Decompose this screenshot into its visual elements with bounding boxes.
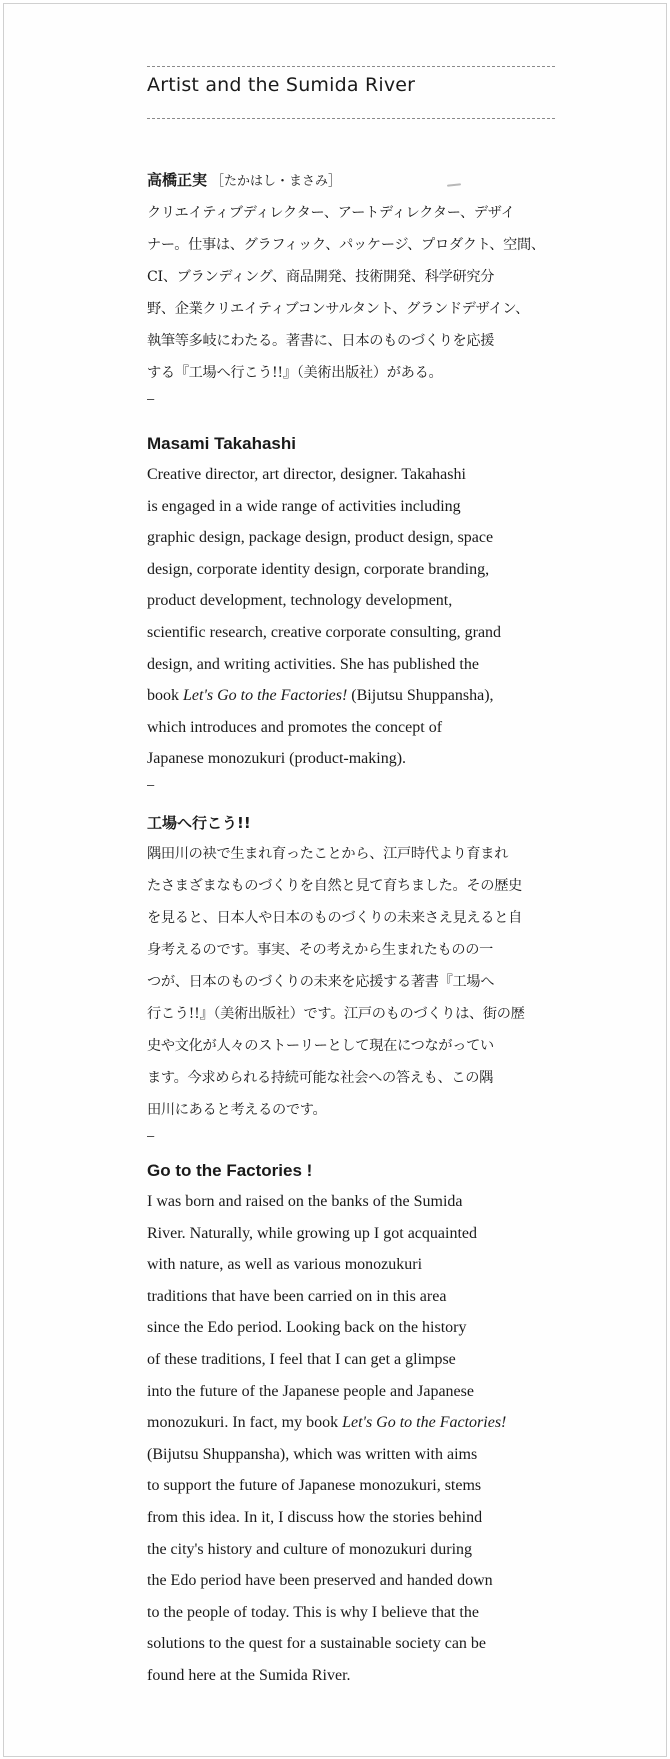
- book-title: Let's Go to the Factories!: [342, 1414, 507, 1432]
- book-prefix: monozukuri. In fact, my book: [147, 1414, 343, 1432]
- book-title: Let's Go to the Factories!: [183, 687, 348, 705]
- publisher: (Bijutsu Shuppansha),: [347, 687, 494, 705]
- factories-en-line: I was born and raised on the banks of the Sumida: [147, 1193, 463, 1210]
- factories-en-line: traditions that have been carried on in this area: [147, 1287, 447, 1305]
- separator-dash: –: [147, 1128, 155, 1143]
- profile-ja-line: する『工場へ行こう!!』（美術出版社）がある。: [147, 365, 443, 381]
- profile-ja-line: 執筆等多岐にわたる。著書に、日本のものづくりを応援: [147, 333, 495, 349]
- dashed-rule-bottom: [147, 118, 555, 119]
- factories-en-line: [147, 1407, 557, 1439]
- factories-en-line: River. Naturally, while growing up I got acquainted: [147, 1224, 477, 1242]
- profile-ja-heading: [147, 169, 557, 193]
- profile-en-line: product development, technology development,: [147, 592, 453, 610]
- dashed-rule-top: [147, 66, 555, 67]
- factories-en-line: since the Edo period. Looking back on the history: [147, 1319, 467, 1337]
- factories-ja-line: 田川にあると考えるのです。: [147, 1102, 327, 1118]
- factories-ja-text: [147, 838, 557, 1126]
- factories-en-line: the city's history and culture of monozukuri during: [147, 1540, 473, 1558]
- section-title: Artist and the Sumida River: [147, 74, 416, 96]
- factories-ja-line: 身考えるのです。事実、その考えから生まれたものの一: [147, 942, 494, 958]
- factories-en-line: found here at the Sumida River.: [147, 1666, 351, 1684]
- factories-en-line: to the people of today. This is why I believe that the: [147, 1603, 479, 1621]
- profile-ja-reading: ［たかはし・まさみ］: [211, 174, 342, 189]
- factories-ja-line: つが、日本のものづくりの未来を応援する著書『工場へ: [147, 974, 495, 990]
- profile-en-line: is engaged in a wide range of activities including: [147, 497, 461, 515]
- factories-en-text: [147, 1186, 557, 1692]
- book-prefix: book: [147, 687, 183, 705]
- profile-ja-line: CI、ブランディング、商品開発、技術開発、科学研究分: [147, 269, 495, 285]
- factories-ja-line: 行こう!!』（美術出版社）です。江戸のものづくりは、街の歴: [147, 1006, 525, 1022]
- factories-ja-line: ます。今求められる持続可能な社会への答えも、この隅: [147, 1070, 494, 1086]
- profile-ja: [147, 169, 557, 407]
- separator-dash: –: [147, 391, 155, 406]
- separator-dash: –: [147, 776, 155, 792]
- document-page: [3, 3, 667, 1757]
- profile-en-line: [147, 680, 557, 712]
- profile-ja-name: 高橋正実: [147, 171, 208, 189]
- factories-en-line: with nature, as well as various monozukuri: [147, 1256, 423, 1274]
- profile-ja-line: クリエイティブディレクター、アートディレクター、デザイ: [147, 205, 515, 221]
- profile-en-line: graphic design, package design, product design, space: [147, 529, 494, 547]
- profile-en-line: design, corporate identity design, corporate branding,: [147, 560, 490, 578]
- factories-ja-heading: 工場へ行こう!!: [147, 814, 251, 832]
- profile-ja-line: ナー。仕事は、グラフィック、パッケージ、プロダクト、空間、: [147, 237, 545, 253]
- profile-ja-line: 野、企業クリエイティブコンサルタント、グランドデザイン、: [147, 301, 530, 317]
- factories-ja: [147, 812, 557, 1144]
- factories-ja-line: たさまざまなものづくりを自然と見て育ちました。その歴史: [147, 878, 522, 894]
- profile-en-line: design, and writing activities. She has published the: [147, 655, 479, 673]
- factories-en: [147, 1159, 557, 1692]
- profile-ja-text: [147, 197, 557, 389]
- profile-en-name: Masami Takahashi: [147, 434, 296, 453]
- factories-ja-line: 隅田川の袂で生まれ育ったことから、江戸時代より育まれ: [147, 846, 509, 862]
- factories-ja-line: を見ると、日本人や日本のものづくりの未来さえ見えると自: [147, 910, 522, 926]
- profile-en-line: which introduces and promotes the concept of: [147, 718, 443, 736]
- factories-ja-line: 史や文化が人々のストーリーとして現在につながってい: [147, 1038, 494, 1054]
- factories-en-line: to support the future of Japanese monozukuri, stems: [147, 1477, 482, 1495]
- factories-en-line: (Bijutsu Shuppansha), which was written with aims: [147, 1445, 478, 1463]
- profile-en-line: Japanese monozukuri (product-making).: [147, 750, 407, 768]
- factories-en-heading: Go to the Factories !: [147, 1161, 313, 1180]
- factories-en-line: into the future of the Japanese people and Japanese: [147, 1382, 474, 1400]
- profile-en-line: Creative director, art director, designer. Takahashi: [147, 466, 466, 483]
- profile-en-line: scientific research, creative corporate consulting, grand: [147, 623, 502, 641]
- profile-en-text: [147, 459, 557, 775]
- factories-en-line: the Edo period have been preserved and handed down: [147, 1572, 493, 1590]
- factories-en-line: of these traditions, I feel that I can get a glimpse: [147, 1350, 456, 1368]
- profile-en: [147, 432, 557, 793]
- factories-en-line: solutions to the quest for a sustainable society can be: [147, 1635, 487, 1653]
- factories-en-line: from this idea. In it, I discuss how the stories behind: [147, 1508, 483, 1526]
